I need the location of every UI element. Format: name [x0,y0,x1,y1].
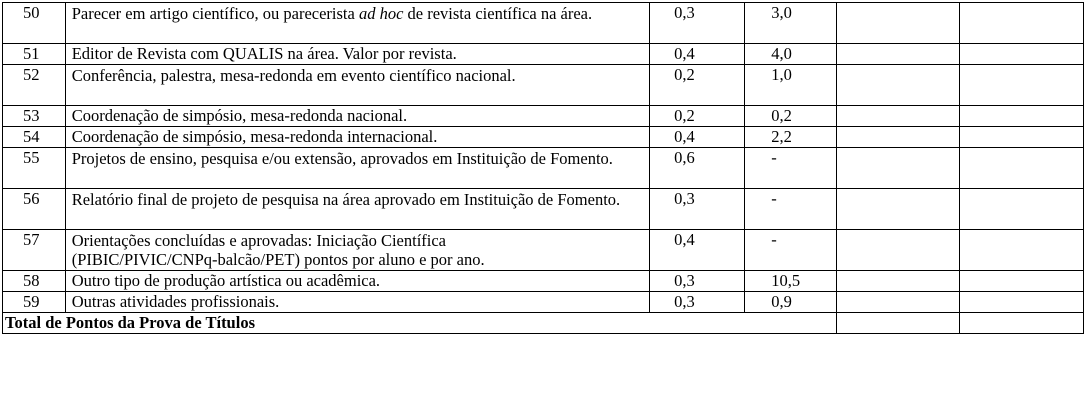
empty-cell [959,44,1083,65]
item-number: 53 [3,106,66,127]
table-row [3,106,1084,127]
table-row [3,230,1084,271]
item-max: 4,0 [745,44,837,65]
item-number: 54 [3,127,66,148]
item-max: 0,2 [745,106,837,127]
item-number: 59 [3,292,66,313]
item-number: 51 [3,44,66,65]
empty-cell [837,148,959,189]
item-description: Orientações concluídas e aprovadas: Iniciação Científica (PIBIC/PIVIC/CNPq-balcão/PET) pontos por aluno e por ano. [65,230,649,271]
item-max: - [745,230,837,271]
item-max: 2,2 [745,127,837,148]
empty-cell [837,127,959,148]
empty-cell [959,230,1083,271]
table-row [3,44,1084,65]
empty-cell [837,189,959,230]
empty-cell [959,3,1083,44]
empty-cell [959,292,1083,313]
item-max: - [745,148,837,189]
table-row [3,65,1084,106]
empty-cell [837,3,959,44]
item-max: 10,5 [745,271,837,292]
table-row [3,3,1084,44]
item-value: 0,3 [650,271,745,292]
scoring-table [2,2,1084,334]
item-number: 56 [3,189,66,230]
empty-cell [837,65,959,106]
item-max: 3,0 [745,3,837,44]
empty-cell [837,313,959,334]
item-value: 0,4 [650,127,745,148]
item-value: 0,3 [650,3,745,44]
item-number: 58 [3,271,66,292]
table-row [3,148,1084,189]
table-row [3,292,1084,313]
total-row [3,313,1084,334]
item-description: Editor de Revista com QUALIS na área. Valor por revista. [65,44,649,65]
item-description: Projetos de ensino, pesquisa e/ou extensão, aprovados em Instituição de Fomento. [65,148,649,189]
item-number: 55 [3,148,66,189]
item-value: 0,3 [650,292,745,313]
empty-cell [959,313,1083,334]
table-row [3,271,1084,292]
table-row [3,189,1084,230]
table-row [3,127,1084,148]
item-value: 0,2 [650,106,745,127]
item-value: 0,4 [650,44,745,65]
total-label: Total de Pontos da Prova de Títulos [3,313,837,334]
item-value: 0,2 [650,65,745,106]
item-description: Conferência, palestra, mesa-redonda em evento científico nacional. [65,65,649,106]
empty-cell [959,106,1083,127]
item-description: Outro tipo de produção artística ou acadêmica. [65,271,649,292]
empty-cell [959,65,1083,106]
item-description: Coordenação de simpósio, mesa-redonda nacional. [65,106,649,127]
empty-cell [959,189,1083,230]
item-description: Outras atividades profissionais. [65,292,649,313]
item-number: 52 [3,65,66,106]
item-description: Parecer em artigo científico, ou parecerista ad hoc de revista científica na área. [65,3,649,44]
empty-cell [837,44,959,65]
empty-cell [959,127,1083,148]
item-description: Relatório final de projeto de pesquisa na área aprovado em Instituição de Fomento. [65,189,649,230]
item-value: 0,6 [650,148,745,189]
empty-cell [959,148,1083,189]
item-number: 57 [3,230,66,271]
empty-cell [837,292,959,313]
empty-cell [837,106,959,127]
empty-cell [959,271,1083,292]
item-description: Coordenação de simpósio, mesa-redonda internacional. [65,127,649,148]
item-number: 50 [3,3,66,44]
empty-cell [837,230,959,271]
item-value: 0,4 [650,230,745,271]
item-max: 1,0 [745,65,837,106]
item-max: - [745,189,837,230]
item-max: 0,9 [745,292,837,313]
item-value: 0,3 [650,189,745,230]
empty-cell [837,271,959,292]
